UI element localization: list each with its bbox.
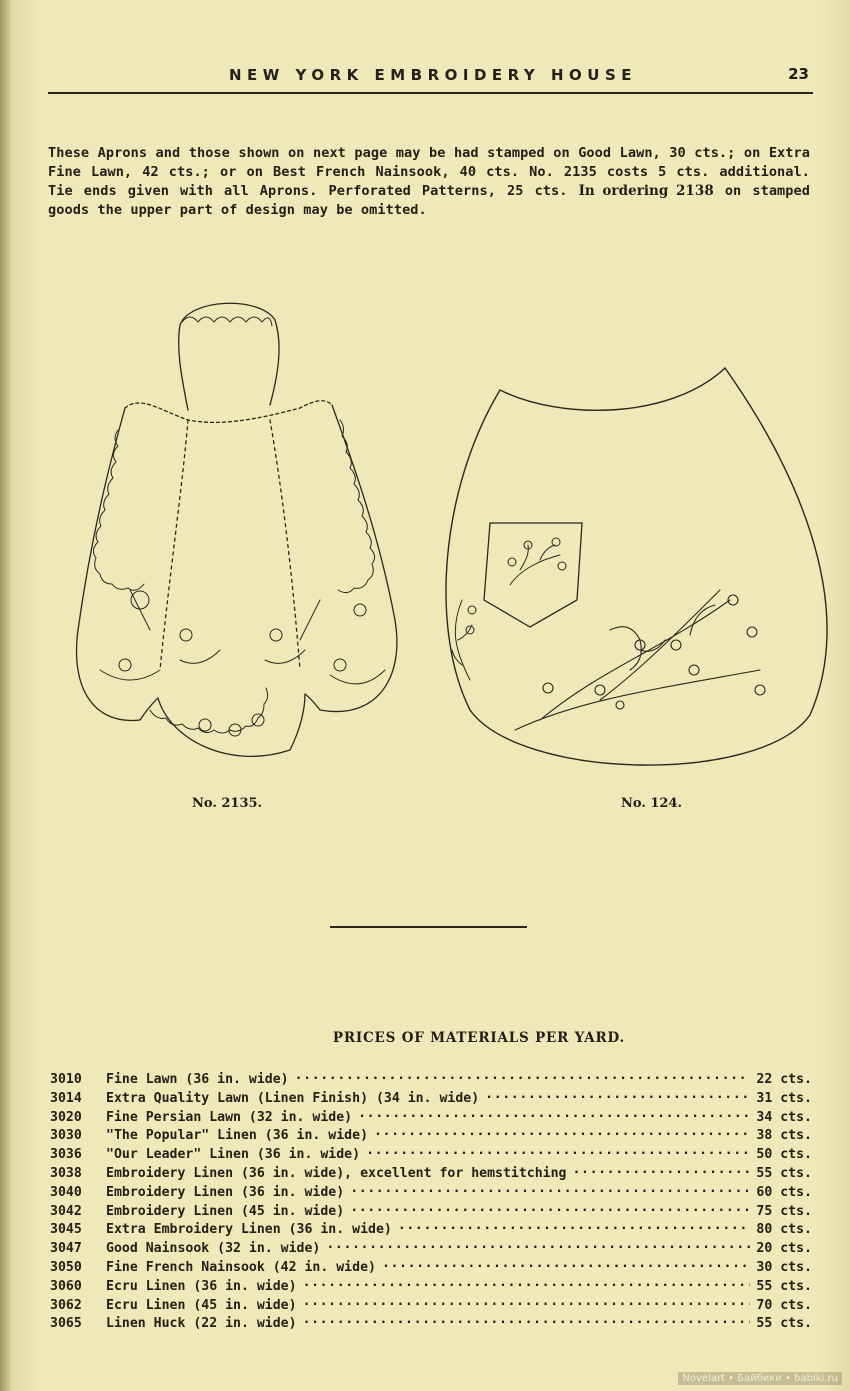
apron-2135-illustration — [77, 303, 397, 756]
intro-paragraph — [48, 144, 810, 220]
price-description: "Our Leader" Linen (36 in. wide) — [106, 1147, 361, 1163]
dot-leader — [485, 1087, 750, 1102]
apron-2135-dashed-right — [270, 420, 300, 670]
apron-2135-left-scallop — [93, 430, 144, 590]
price-value: 31 cts. — [756, 1090, 812, 1106]
price-description: Fine Lawn (36 in. wide) — [106, 1072, 289, 1087]
apron-124-illustration — [446, 368, 827, 765]
price-description: Embroidery Linen (36 in. wide) — [106, 1184, 345, 1200]
apron-2135-right-edge — [305, 405, 397, 712]
dot-leader — [350, 1181, 750, 1196]
header-title: NEW YORK EMBROIDERY HOUSE — [228, 66, 638, 84]
apron-2135-waist — [125, 401, 332, 423]
price-description: Fine French Nainsook (42 in. wide) — [106, 1259, 376, 1275]
apron-124-outline — [446, 368, 827, 765]
apron-124-pocket-flowers — [508, 538, 566, 585]
page-header — [48, 62, 813, 94]
apron-2135-left-edge — [77, 408, 158, 720]
section-divider — [330, 926, 527, 928]
price-description: Extra Quality Lawn (Linen Finish) (34 in. wide) — [106, 1090, 480, 1106]
price-value: 34 cts. — [756, 1109, 812, 1125]
price-value: 50 cts. — [756, 1147, 812, 1163]
price-code: 3030 — [50, 1128, 82, 1144]
apron-124-pocket — [484, 523, 582, 627]
price-row — [50, 1275, 812, 1294]
price-code: 3045 — [50, 1222, 82, 1238]
price-value: 80 cts. — [756, 1222, 812, 1238]
price-row — [50, 1143, 812, 1162]
dot-leader — [303, 1294, 750, 1309]
price-row — [50, 1106, 812, 1125]
price-code: 3062 — [50, 1297, 82, 1313]
apron-illustrations — [0, 270, 850, 810]
price-code: 3020 — [50, 1109, 82, 1125]
price-value: 55 cts. — [756, 1278, 812, 1294]
dot-leader — [326, 1237, 750, 1252]
price-value: 20 cts. — [756, 1241, 812, 1257]
caption-124: No. 124. — [621, 796, 683, 811]
intro-emphasis: In ordering 2138 — [578, 183, 714, 199]
price-description: Embroidery Linen (36 in. wide), excellent for hemstitching — [106, 1165, 567, 1181]
prices-title: PRICES OF MATERIALS PER YARD. — [332, 1030, 626, 1046]
price-code: 3050 — [50, 1259, 82, 1275]
price-row — [50, 1312, 812, 1331]
price-description: Linen Huck (22 in. wide) — [106, 1316, 297, 1332]
dot-leader — [350, 1200, 750, 1215]
price-code: 3042 — [50, 1203, 82, 1219]
price-code: 3060 — [50, 1278, 82, 1294]
apron-2135-dashed-left — [160, 420, 188, 670]
dot-leader — [358, 1106, 750, 1121]
price-value: 70 cts. — [756, 1297, 812, 1313]
dot-leader — [573, 1162, 751, 1177]
page-number: 23 — [788, 65, 809, 83]
price-code: 3010 — [50, 1072, 82, 1087]
price-row — [50, 1181, 812, 1200]
price-code: 3047 — [50, 1241, 82, 1257]
price-row — [50, 1200, 812, 1219]
apron-2135-flower-motifs — [100, 590, 385, 736]
price-description: Embroidery Linen (45 in. wide) — [106, 1203, 345, 1219]
price-code: 3040 — [50, 1184, 82, 1200]
price-value: 60 cts. — [756, 1184, 812, 1200]
price-row — [50, 1256, 812, 1275]
price-value: 75 cts. — [756, 1203, 812, 1219]
apron-124-main-spray — [515, 590, 765, 730]
price-value: 30 cts. — [756, 1259, 812, 1275]
price-row — [50, 1124, 812, 1143]
caption-2135: No. 2135. — [192, 796, 263, 811]
price-value: 38 cts. — [756, 1128, 812, 1144]
dot-leader — [374, 1124, 750, 1139]
price-description: Extra Embroidery Linen (36 in. wide) — [106, 1222, 392, 1238]
dot-leader — [303, 1275, 750, 1290]
price-list — [50, 1068, 812, 1331]
price-description: Ecru Linen (45 in. wide) — [106, 1297, 297, 1313]
dot-leader — [382, 1256, 750, 1271]
intro-text-end: on stamped goods the upper part of design may be omitted. — [48, 183, 810, 218]
price-row — [50, 1218, 812, 1237]
price-code: 3014 — [50, 1090, 82, 1106]
price-row — [50, 1162, 812, 1181]
dot-leader — [398, 1218, 750, 1233]
price-value: 55 cts. — [756, 1316, 812, 1332]
price-description: "The Popular" Linen (36 in. wide) — [106, 1128, 369, 1144]
price-code: 3036 — [50, 1147, 82, 1163]
price-description: Ecru Linen (36 in. wide) — [106, 1278, 297, 1294]
price-value: 22 cts. — [756, 1072, 812, 1087]
apron-2135-center-scallop — [150, 688, 268, 733]
price-row — [50, 1237, 812, 1256]
price-row — [50, 1068, 812, 1087]
dot-leader — [303, 1312, 750, 1327]
dot-leader — [366, 1143, 750, 1158]
watermark: Novelart • Байбики • babiki.ru — [678, 1372, 842, 1385]
intro-text: These Aprons and those shown on next page may be had stamped on Good Lawn, 30 cts.; on Extra Fine Lawn, 42 cts.; or on Best French Nainsook, 40 cts. No. 2135 costs 5 cts. additional. Tie ends given with all Aprons. Perforated Patterns, 25 cts. — [48, 145, 810, 199]
price-description: Good Nainsook (32 in. wide) — [106, 1241, 321, 1257]
apron-2135-bib-scallop — [182, 317, 272, 326]
price-row — [50, 1294, 812, 1313]
price-code: 3038 — [50, 1165, 82, 1181]
apron-124-left-sprig — [452, 600, 476, 680]
price-code: 3065 — [50, 1316, 82, 1332]
dot-leader — [295, 1068, 750, 1083]
apron-2135-right-scallop — [338, 420, 375, 593]
price-value: 55 cts. — [756, 1165, 812, 1181]
price-description: Fine Persian Lawn (32 in. wide) — [106, 1109, 353, 1125]
price-row — [50, 1087, 812, 1106]
